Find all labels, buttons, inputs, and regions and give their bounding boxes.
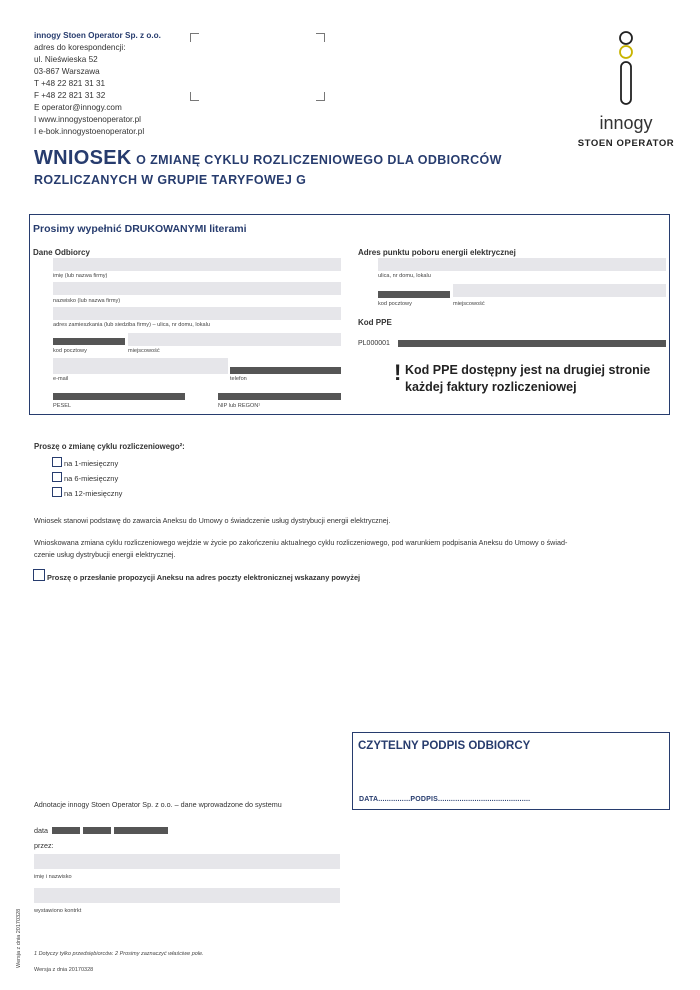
city-label: miejscowość — [128, 348, 160, 354]
surname-label: nazwisko (lub nazwa firmy) — [53, 298, 121, 304]
warning-icon: ! — [394, 360, 402, 385]
ppe-code-prefix: PL000001 — [358, 340, 390, 347]
address-line: 03-867 Warszawa — [34, 67, 100, 76]
address-line: F +48 22 821 31 32 — [34, 91, 106, 100]
ppe-city-label: miejscowość — [453, 301, 485, 307]
form-heading: Prosimy wypełnić DRUKOWANYMI literami — [33, 223, 247, 235]
sign-label: PODPIS — [410, 796, 439, 803]
email-consent-checkbox[interactable] — [33, 569, 45, 581]
date-label: DATA — [359, 796, 379, 803]
date-dots: ............... — [378, 796, 411, 803]
title-rest: O ZMIANĘ CYKLU ROZLICZENIOWEGO DLA ODBIORCÓW — [136, 153, 502, 167]
ppe-street-input[interactable] — [378, 258, 666, 271]
first-name-input[interactable] — [53, 258, 341, 271]
logo-subtitle: STOEN OPERATOR — [577, 138, 675, 149]
company-name: innogy Stoen Operator Sp. z o.o. — [34, 31, 161, 40]
address-input[interactable] — [53, 307, 341, 320]
annotation-month-input[interactable] — [83, 826, 111, 834]
version-side-text: Wersja z dnia 20170328 — [16, 908, 22, 968]
postal-code-label: kod pocztowy — [53, 348, 87, 354]
annotations-heading: Adnotacje innogy Stoen Operator Sp. z o.o. – dane wprowadzone do systemu — [34, 800, 282, 809]
window-corner-mark — [190, 33, 199, 42]
info-paragraph-1: Wniosek stanowi podstawę do zawarcia Aneksu do Umowy o świadczenie usług dystrybucji energii elektrycznej. — [34, 516, 391, 525]
nip-input[interactable] — [218, 392, 341, 400]
window-corner-mark — [316, 33, 325, 42]
cycle-6-label: na 6-miesięczny — [64, 474, 119, 483]
address-line: I www.innogystoenoperator.pl — [34, 115, 141, 124]
window-corner-mark — [316, 92, 325, 101]
phone-input[interactable] — [230, 366, 341, 374]
ppe-postal-label: kod pocztowy — [378, 301, 412, 307]
postal-code-input[interactable] — [53, 337, 125, 345]
address-line: T +48 22 821 31 31 — [34, 79, 106, 88]
footnote: 1 Dotyczy tylko przedsiębiorców. 2 Prosimy zaznaczyć właściwe pole. — [34, 951, 204, 957]
innogy-logo — [566, 30, 686, 149]
logo-wordmark: innogy — [599, 113, 653, 133]
surname-input[interactable] — [53, 282, 341, 295]
address-line: I e-bok.innogystoenoperator.pl — [34, 127, 145, 136]
annotation-signature-label: wystawiono kontrkt — [34, 908, 82, 914]
info-paragraph-line: Wnioskowana zmiana cyklu rozliczeniowego wejdzie w życie po zakończeniu aktualnego cyklu rozliczeniowego, pod warunkiem podpisania Aneksu do Umowy o świad- — [34, 538, 568, 547]
ppe-city-input[interactable] — [453, 284, 666, 297]
email-input[interactable] — [53, 358, 228, 374]
first-name-label: imię (lub nazwa firmy) — [53, 273, 108, 279]
sign-dots: ........................................... — [438, 796, 531, 803]
customer-section-title: Dane Odbiorcy — [33, 248, 90, 257]
annotation-year-input[interactable] — [114, 826, 168, 834]
annotation-signature-input[interactable] — [34, 888, 340, 903]
ppe-code-title: Kod PPE — [358, 318, 392, 327]
address-line: E operator@innogy.com — [34, 103, 122, 112]
annotation-by-label: przez: — [34, 841, 54, 850]
annotation-name-input[interactable] — [34, 854, 340, 869]
cycle-12-checkbox[interactable] — [52, 487, 62, 497]
ppe-code-input[interactable] — [398, 339, 666, 347]
innogy-mark-icon — [606, 30, 646, 106]
window-corner-mark — [190, 92, 199, 101]
signature-title: CZYTELNY PODPIS ODBIORCY — [358, 740, 531, 752]
cycle-12-label: na 12-miesięczny — [64, 489, 123, 498]
ppe-section-title: Adres punktu poboru energii elektrycznej — [358, 248, 516, 257]
annotation-date-label: data — [34, 826, 48, 835]
info-paragraph-2 — [34, 537, 674, 561]
cycle-1-checkbox[interactable] — [52, 457, 62, 467]
address-label: adres zamieszkania (lub siedziba firmy) – ulica, nr domu, lokalu — [53, 322, 211, 328]
document-title — [34, 148, 502, 190]
ppe-note-line: każdej faktury rozliczeniowej — [405, 380, 577, 394]
ppe-street-label: ulica, nr domu, lokalu — [378, 273, 431, 279]
signature-date-line[interactable] — [359, 796, 530, 803]
address-line: ul. Nieświeska 52 — [34, 55, 98, 64]
phone-label: telefon — [230, 376, 247, 382]
ppe-postal-input[interactable] — [378, 290, 450, 298]
company-address — [34, 30, 161, 138]
version-text: Wersja z dnia 20170328 — [34, 967, 94, 973]
annotation-name-label: imię i nazwisko — [34, 874, 72, 880]
email-label: e-mail — [53, 376, 69, 382]
cycle-question: Proszę o zmianę cyklu rozliczeniowego²: — [34, 442, 185, 451]
nip-label: NIP lub REGON¹ — [218, 403, 261, 409]
annotation-day-input[interactable] — [52, 826, 80, 834]
pesel-label: PESEL — [53, 403, 72, 409]
pesel-input[interactable] — [53, 392, 185, 400]
info-paragraph-line: czenie usług dystrybucji energii elektrycznej. — [34, 550, 176, 559]
cycle-1-label: na 1-miesięczny — [64, 459, 119, 468]
email-consent-label: Proszę o przesłanie propozycji Aneksu na adres poczty elektronicznej wskazany powyżej — [47, 573, 361, 582]
cycle-6-checkbox[interactable] — [52, 472, 62, 482]
title-main: WNIOSEK — [34, 147, 132, 169]
title-line2: ROZLICZANYCH W GRUPIE TARYFOWEJ G — [34, 173, 307, 187]
city-input[interactable] — [128, 333, 341, 346]
ppe-note — [405, 362, 650, 396]
address-line: adres do korespondencji: — [34, 43, 126, 52]
ppe-note-line: Kod PPE dostępny jest na drugiej stronie — [405, 363, 651, 377]
